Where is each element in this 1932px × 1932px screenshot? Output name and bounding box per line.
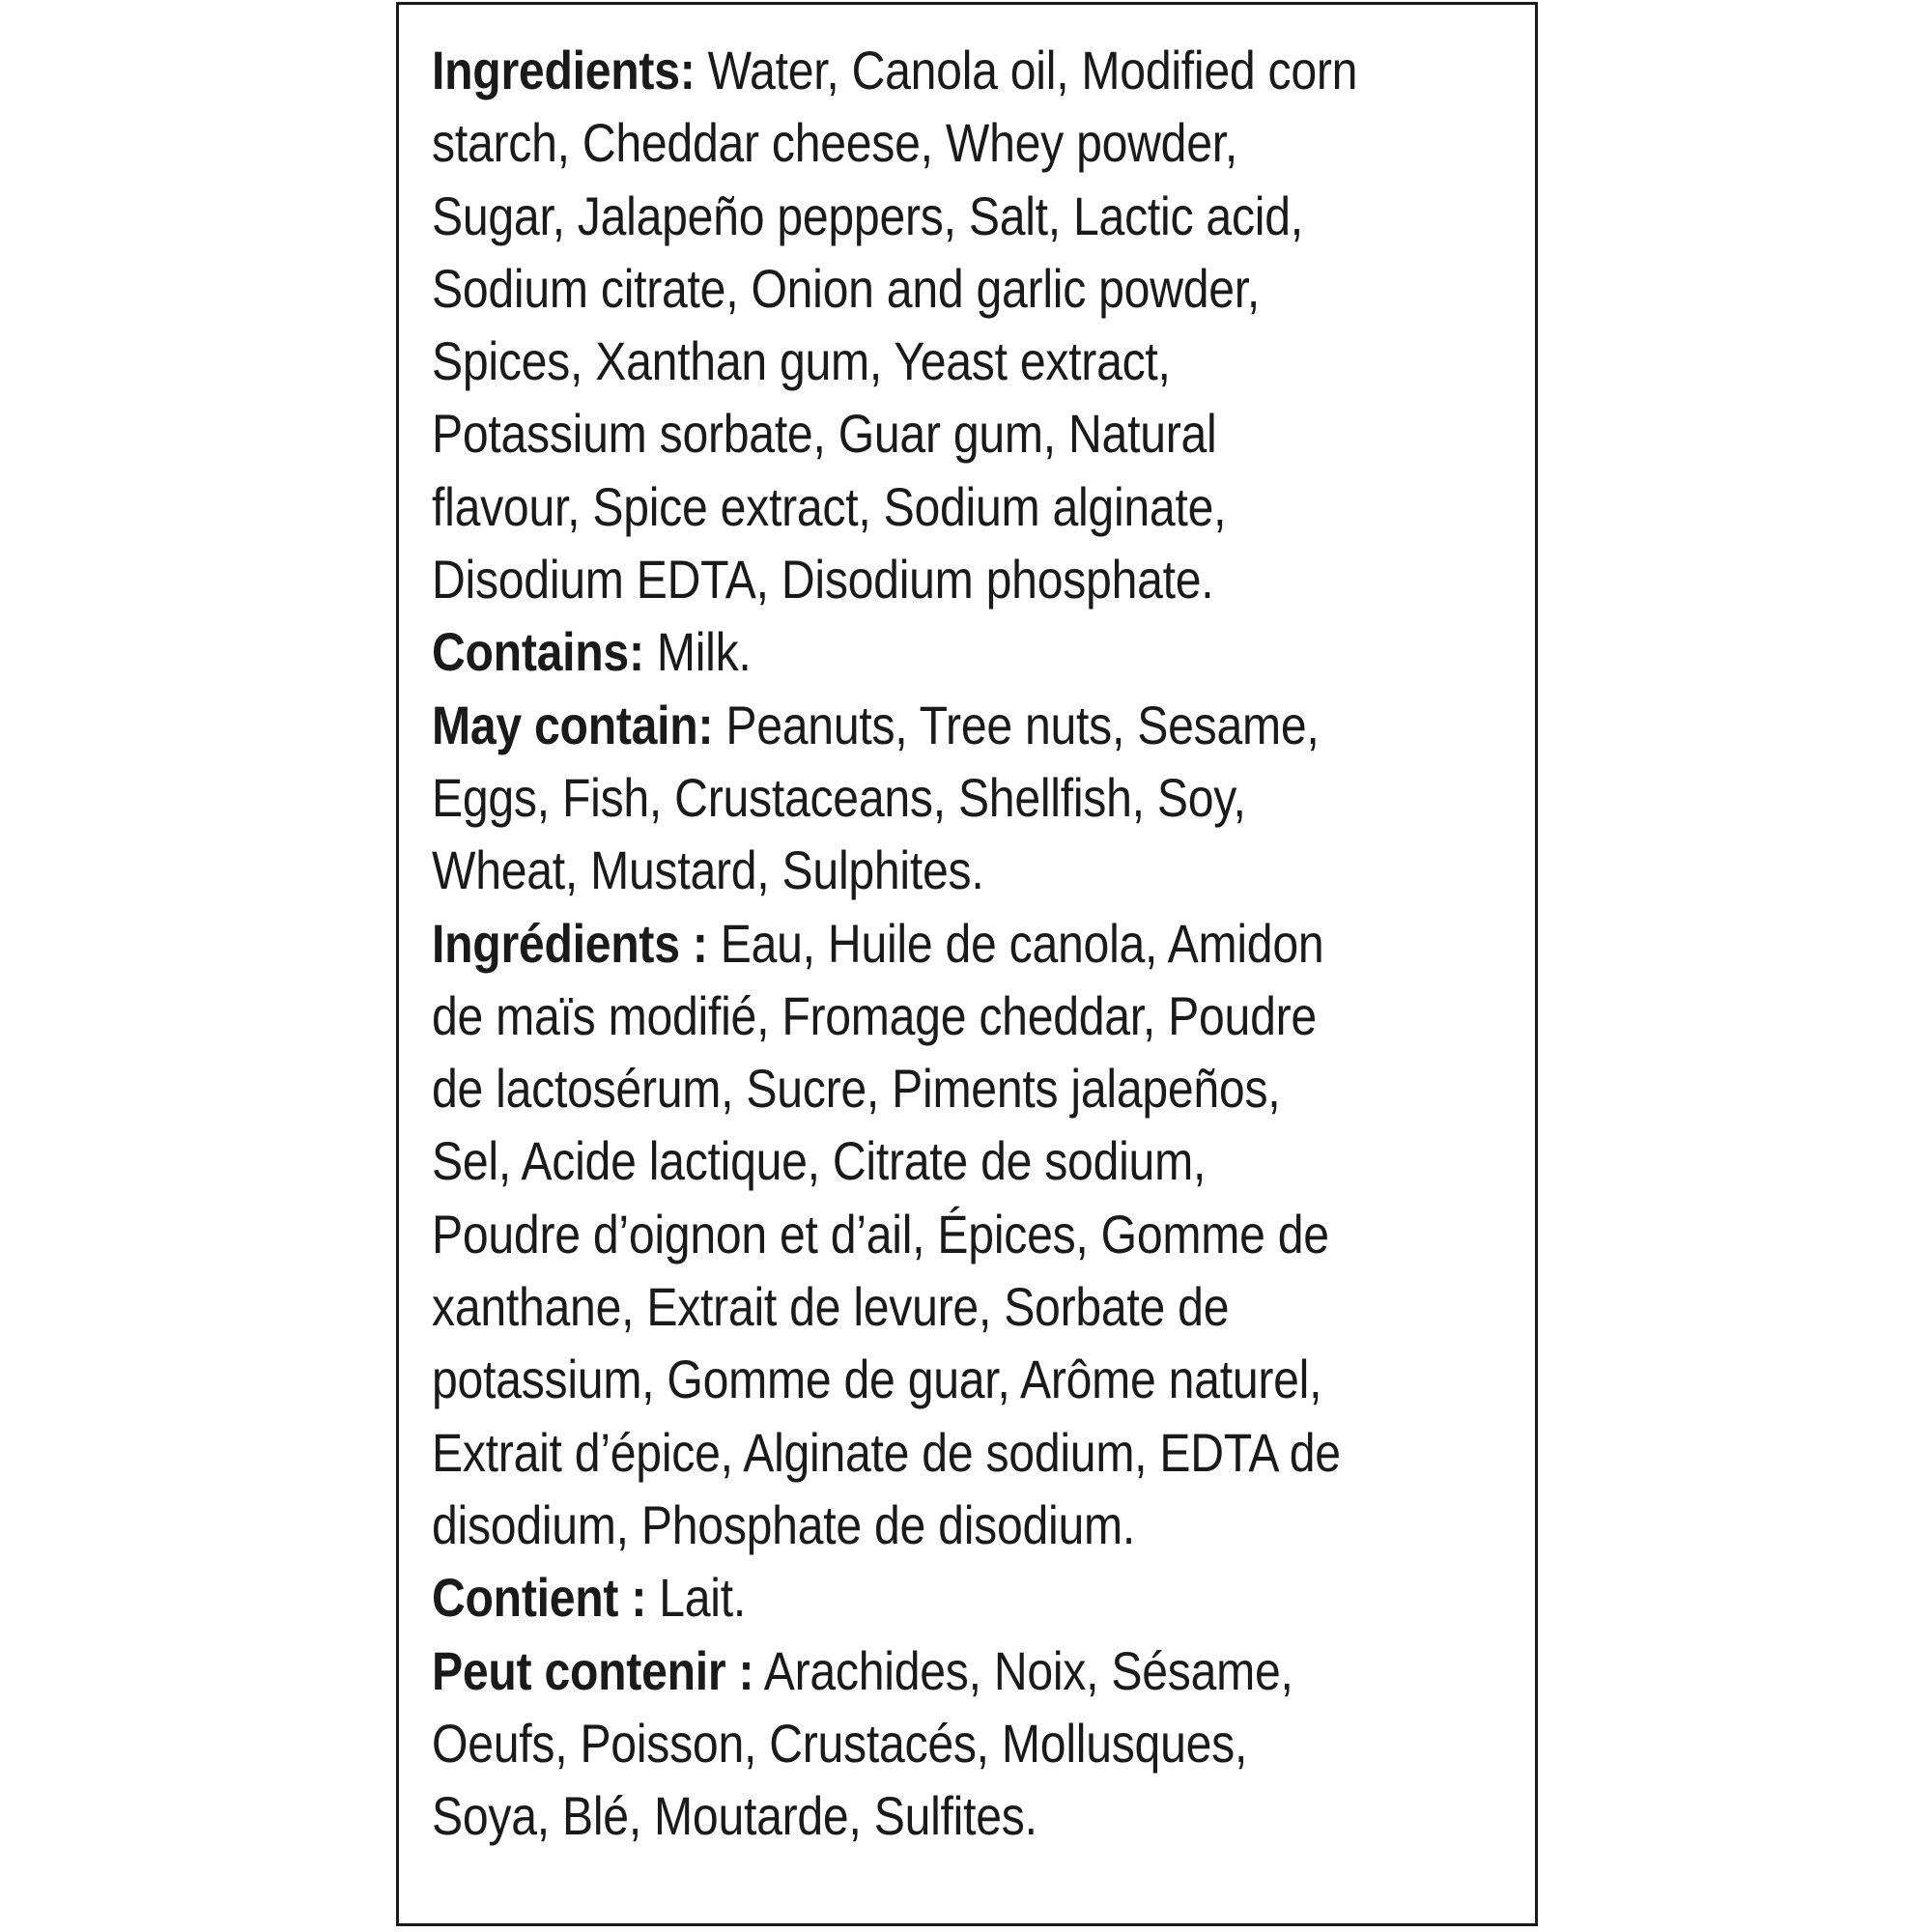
contains-fr-text: Lait. [646, 1567, 746, 1629]
may-contain-fr-section [432, 1634, 1367, 1853]
ingredients-fr-text: Eau, Huile de canola, Amidon de maïs modifié, Fromage cheddar, Poudre de lactosérum, Sucre, Piments jalapeños, Sel, Acide lactique, Citrate de sodium, Poudre d’oignon et d’ail, Épices, Gomme de xanthane, Extrait de levure, Sorbate de potassium, Gomme de guar, Arôme naturel, Extrait d’épice, Alginate de sodium, EDTA de disodium, Phosphate de disodium. [432, 912, 1341, 1555]
may-contain-en-section [432, 689, 1367, 907]
ingredients-fr-section [432, 907, 1367, 1562]
ingredients-en-heading: Ingredients: [432, 40, 696, 100]
contains-en-section [432, 615, 1367, 688]
contains-fr-section [432, 1561, 1367, 1634]
label-text [432, 34, 1367, 1852]
contains-fr-heading: Contient : [432, 1567, 647, 1629]
ingredients-en-text: Water, Canola oil, Modified corn starch, Cheddar cheese, Whey powder, Sugar, Jalapeño peppers, Salt, Lactic acid, Sodium citrate, Onion and garlic powder, Spices, Xanthan gum, Yeast extract, Potassium sorbate, Guar gum, Natural flavour, Spice extract, Sodium alginate, Disodium EDTA, Disodium phosphate. [432, 40, 1358, 611]
contains-en-heading: Contains: [432, 621, 644, 683]
may-contain-fr-text: Arachides, Noix, Sésame, Oeufs, Poisson, Crustacés, Mollusques, Soya, Blé, Moutarde, Sulfites. [432, 1639, 1293, 1847]
may-contain-en-heading: May contain: [432, 694, 714, 755]
may-contain-fr-heading: Peut contenir : [432, 1639, 754, 1701]
ingredients-label [396, 2, 1538, 1926]
ingredients-fr-heading: Ingrédients : [432, 912, 708, 974]
contains-en-text: Milk. [643, 621, 752, 683]
ingredients-en-section [432, 34, 1367, 615]
may-contain-en-text: Peanuts, Tree nuts, Sesame, Eggs, Fish, Crustaceans, Shellfish, Soy, Wheat, Mustard, Sulphites. [432, 694, 1320, 901]
